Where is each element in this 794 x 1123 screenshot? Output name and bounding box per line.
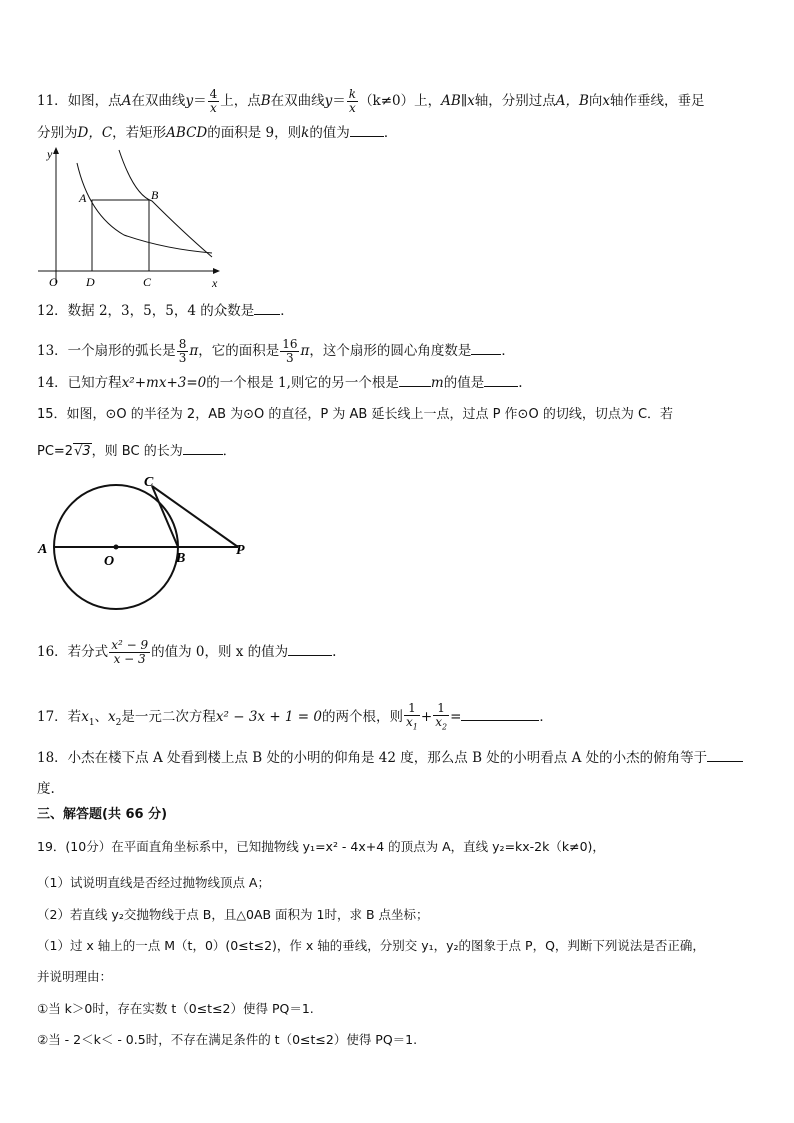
q11-text: 分别为 bbox=[37, 125, 78, 141]
frac-num: 4 bbox=[209, 87, 218, 101]
frac-den: 3 bbox=[178, 351, 187, 365]
q12-text: 12．数据 2，3，5，5，4 的众数是 bbox=[37, 303, 255, 319]
q19-statement-1: ①当 k＞0时，存在实数 t（0≤t≤2）使得 PQ＝1. bbox=[37, 1001, 314, 1016]
q17-plus: + bbox=[420, 709, 433, 726]
label-x: x bbox=[212, 276, 218, 290]
q19-line2 bbox=[37, 874, 270, 892]
q13-pi: π bbox=[189, 343, 199, 359]
q11-fraction-4-over-x bbox=[208, 88, 220, 115]
q15-answer-blank[interactable] bbox=[183, 442, 223, 455]
frac-num: 16 bbox=[282, 337, 298, 351]
q16-text: 16．若分式 bbox=[37, 644, 109, 660]
y-axis-arrow bbox=[53, 147, 59, 154]
q11-line2 bbox=[37, 124, 397, 142]
hyperbola-k-over-x bbox=[119, 150, 212, 257]
frac-den: x bbox=[349, 101, 356, 115]
den-sub: 1 bbox=[412, 722, 418, 732]
q11-text: 如图，点 bbox=[67, 93, 122, 109]
q11-text: 轴，分别过点 bbox=[474, 93, 556, 109]
frac-num: k bbox=[348, 87, 357, 101]
q13-text: ，这个扇形的圆心角度数是 bbox=[309, 343, 472, 359]
q14 bbox=[37, 374, 523, 392]
q17-text: 17．若 bbox=[37, 709, 82, 726]
q12 bbox=[37, 302, 294, 320]
q19-part2: （2）若直线 y₂交抛物线于点 B，且△0AB 面积为 1时，求 B 点坐标； bbox=[37, 907, 429, 922]
q11-eq: ＝ bbox=[193, 93, 207, 109]
frac-den: x bbox=[210, 101, 217, 115]
q14-m: m bbox=[430, 375, 444, 391]
q11-point-a: A bbox=[121, 93, 132, 109]
q11-points: A，B bbox=[555, 93, 589, 109]
q15-text: ，则 BC 的长为 bbox=[91, 444, 183, 459]
q18-text: 度. bbox=[37, 781, 55, 797]
label-d: D bbox=[86, 275, 95, 289]
q11-figure bbox=[34, 145, 226, 293]
q15-line1 bbox=[37, 406, 673, 424]
q16-answer-blank[interactable] bbox=[288, 643, 332, 656]
q19-line6 bbox=[37, 1000, 314, 1018]
q13-fraction-16-3 bbox=[280, 338, 299, 365]
q18-answer-blank[interactable] bbox=[707, 749, 743, 762]
q15-end: ． bbox=[222, 444, 236, 459]
label-b: B bbox=[151, 188, 159, 202]
q17-sub2: 2 bbox=[115, 717, 122, 728]
den-x: x bbox=[435, 715, 442, 729]
q17-answer-blank[interactable] bbox=[461, 708, 539, 721]
q15-sqrt bbox=[73, 443, 92, 459]
frac-den bbox=[433, 716, 449, 733]
q14-text: 的值是 bbox=[443, 375, 485, 391]
q11-text: 在双曲线 bbox=[270, 93, 325, 109]
q11-x: x bbox=[467, 93, 475, 109]
section-heading bbox=[37, 806, 167, 824]
q16-end: . bbox=[332, 644, 337, 660]
q11-var-y: y bbox=[185, 93, 194, 109]
q19-line5 bbox=[37, 968, 112, 986]
q14-end: . bbox=[518, 375, 523, 391]
q19-line4 bbox=[37, 937, 705, 955]
label-a: A bbox=[38, 542, 48, 557]
q14-text: 的一个根是 1,则它的另一个根是 bbox=[206, 375, 399, 391]
label-o: O bbox=[104, 554, 115, 569]
q19-part1: （1）试说明直线是否经过抛物线顶点 A； bbox=[37, 875, 270, 890]
q11-text: 上，点 bbox=[220, 93, 261, 109]
q11-fraction-k-over-x bbox=[347, 88, 358, 115]
q11-condition: （k≠0） bbox=[359, 93, 415, 109]
q15-line2 bbox=[37, 442, 236, 461]
frac-den: 3 bbox=[286, 351, 294, 365]
q11-line1 bbox=[37, 88, 705, 115]
rectangle-abcd bbox=[92, 200, 149, 271]
frac-den bbox=[404, 716, 420, 733]
q17-end: ． bbox=[539, 709, 553, 726]
q13-text: ，它的面积是 bbox=[198, 343, 280, 359]
q13-fraction-8-3 bbox=[177, 338, 189, 365]
q11-rect: ABCD bbox=[166, 125, 208, 141]
q15-pc: PC=2 bbox=[37, 444, 74, 459]
label-b: B bbox=[176, 551, 186, 566]
label-a: A bbox=[79, 191, 87, 205]
x-axis-arrow bbox=[213, 268, 220, 274]
q11-x: x bbox=[602, 93, 610, 109]
q17-x1: x bbox=[81, 709, 89, 726]
q13 bbox=[37, 338, 515, 365]
q14-answer-blank-1[interactable] bbox=[399, 374, 431, 387]
label-p: P bbox=[236, 543, 245, 558]
den-sub: 2 bbox=[441, 722, 448, 732]
q11-var-y: y bbox=[324, 93, 333, 109]
q16 bbox=[37, 639, 336, 666]
q11-end: ． bbox=[383, 125, 398, 141]
q11-text: ，若矩形 bbox=[112, 125, 167, 141]
label-o: O bbox=[49, 275, 58, 289]
q13-answer-blank[interactable] bbox=[471, 342, 501, 355]
q18-line2 bbox=[37, 780, 55, 798]
sqrt-sign-icon: √ bbox=[74, 444, 83, 459]
section-title: 三、解答题(共 66 分) bbox=[37, 807, 168, 822]
q18-line1 bbox=[37, 749, 743, 767]
q11-point-b: B bbox=[260, 93, 271, 109]
q18-text: 18．小杰在楼下点 A 处看到楼上点 B 处的小明的仰角是 42 度，那么点 B 处的小明看点 A 处的小杰的俯角等于 bbox=[37, 750, 708, 766]
q12-answer-blank[interactable] bbox=[254, 302, 280, 315]
q17 bbox=[37, 702, 553, 733]
frac-num: 1 bbox=[404, 702, 420, 716]
q16-fraction bbox=[109, 639, 150, 666]
label-c: C bbox=[144, 475, 154, 490]
q14-equation: x²+mx+3=0 bbox=[121, 375, 207, 391]
q13-text: 13．一个扇形的弧长是 bbox=[37, 343, 176, 359]
q17-text: 是一元二次方程 bbox=[121, 709, 216, 726]
den-x: x bbox=[406, 715, 413, 729]
frac-num: 1 bbox=[433, 702, 449, 716]
q17-equation: x² − 3x + 1 = 0 bbox=[215, 709, 322, 726]
q11-text: 在双曲线 bbox=[131, 93, 186, 109]
q19-line7 bbox=[37, 1031, 417, 1049]
frac-den: x − 3 bbox=[113, 652, 146, 666]
q12-end: ． bbox=[280, 303, 294, 319]
label-y: y bbox=[47, 147, 53, 161]
sqrt-radicand: 3 bbox=[82, 444, 91, 459]
q17-fraction-1-over-x1 bbox=[404, 702, 420, 733]
q11-eq: ＝ bbox=[332, 93, 346, 109]
q16-text: 的值为 0，则 x 的值为 bbox=[151, 644, 289, 660]
q11-text: 轴作垂线，垂足 bbox=[610, 93, 705, 109]
q11-parallel: ∥ bbox=[460, 93, 468, 109]
q17-sep: 、 bbox=[94, 709, 109, 726]
q15-figure bbox=[34, 470, 264, 620]
label-c: C bbox=[143, 275, 152, 289]
q11-feet: D，C bbox=[77, 125, 113, 141]
q14-answer-blank-2[interactable] bbox=[484, 374, 518, 387]
center-dot bbox=[114, 545, 119, 550]
q19-part3-cont: 并说明理由： bbox=[37, 969, 113, 984]
q11-number: 11． bbox=[37, 93, 68, 109]
q15-text: 15．如图，⊙O 的半径为 2，AB 为⊙O 的直径，P 为 AB 延长线上一点，过点 P 作⊙O 的切线，切点为 C．若 bbox=[37, 407, 674, 422]
q11-text: 上， bbox=[414, 93, 442, 109]
q11-ab: AB bbox=[441, 93, 461, 109]
q14-text: 14．已知方程 bbox=[37, 375, 122, 391]
q17-x2: x bbox=[108, 709, 116, 726]
q19-text: 19．(10分）在平面直角坐标系中，已知抛物线 y₁=x² - 4x+4 的顶点为 A，直线 y₂=kx-2k（k≠0)， bbox=[37, 839, 605, 854]
q11-answer-blank[interactable] bbox=[350, 124, 384, 137]
q17-fraction-1-over-x2 bbox=[433, 702, 449, 733]
frac-num: x² − 9 bbox=[111, 638, 149, 652]
frac-num: 8 bbox=[178, 337, 187, 351]
q19-line1 bbox=[37, 838, 605, 856]
q17-equals: = bbox=[450, 709, 462, 726]
q17-sub1: 1 bbox=[88, 717, 95, 728]
q17-text: 的两个根，则 bbox=[322, 709, 403, 726]
q19-part3: （1）过 x 轴上的一点 M（t，0）(0≤t≤2)，作 x 轴的垂线，分别交 y₁，y₂的图象于点 P，Q，判断下列说法是否正确， bbox=[37, 938, 705, 953]
q13-end: ． bbox=[501, 343, 515, 359]
q19-line3 bbox=[37, 906, 429, 924]
q11-k: k bbox=[301, 125, 310, 141]
q11-text: 的面积是 9，则 bbox=[207, 125, 302, 141]
q13-pi: π bbox=[300, 343, 310, 359]
q19-statement-2: ②当 - 2＜k＜ - 0.5时，不存在满足条件的 t（0≤t≤2）使得 PQ＝1. bbox=[37, 1032, 418, 1047]
q11-text: 的值为 bbox=[309, 125, 350, 141]
q11-text: 向 bbox=[588, 93, 603, 109]
